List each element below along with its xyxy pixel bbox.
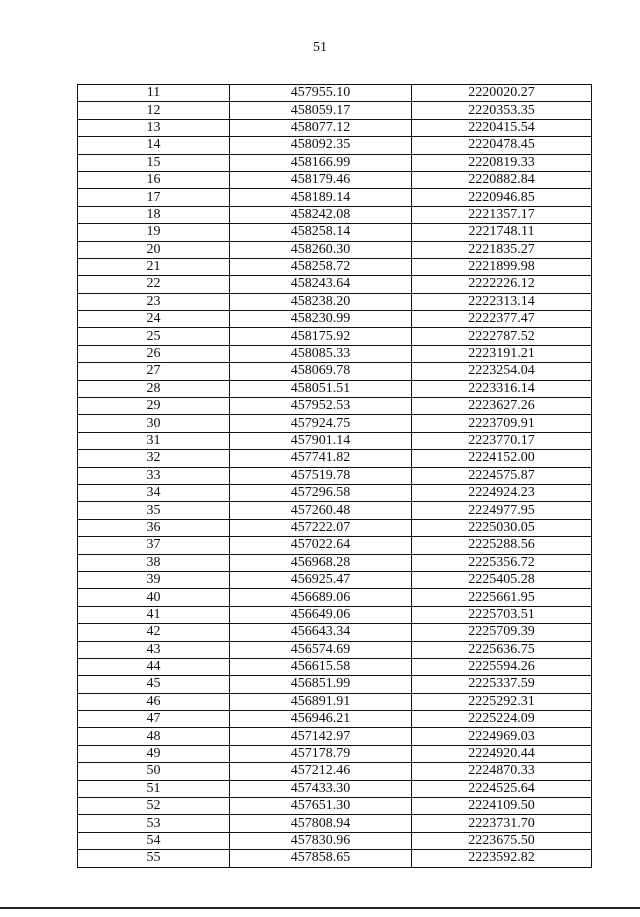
y-coordinate-cell: 2224977.95	[412, 502, 592, 519]
point-number-cell: 27	[78, 363, 230, 380]
table-row	[78, 328, 592, 345]
point-number-cell: 33	[78, 467, 230, 484]
x-coordinate-cell: 456689.06	[230, 589, 412, 606]
x-coordinate-cell: 458260.30	[230, 241, 412, 258]
table-row	[78, 815, 592, 832]
table-row	[78, 658, 592, 675]
x-coordinate-cell: 458166.99	[230, 154, 412, 171]
coordinates-table	[77, 84, 592, 868]
table-row	[78, 258, 592, 275]
point-number-cell: 48	[78, 728, 230, 745]
y-coordinate-cell: 2224870.33	[412, 763, 592, 780]
point-number-cell: 19	[78, 224, 230, 241]
x-coordinate-cell: 456925.47	[230, 571, 412, 588]
table-row	[78, 293, 592, 310]
x-coordinate-cell: 458189.14	[230, 189, 412, 206]
y-coordinate-cell: 2220819.33	[412, 154, 592, 171]
table-row	[78, 432, 592, 449]
point-number-cell: 52	[78, 798, 230, 815]
table-row	[78, 519, 592, 536]
y-coordinate-cell: 2225594.26	[412, 658, 592, 675]
table-row	[78, 641, 592, 658]
x-coordinate-cell: 456643.34	[230, 624, 412, 641]
point-number-cell: 43	[78, 641, 230, 658]
table-row	[78, 571, 592, 588]
y-coordinate-cell: 2220415.54	[412, 119, 592, 136]
x-coordinate-cell: 456891.91	[230, 693, 412, 710]
y-coordinate-cell: 2222226.12	[412, 276, 592, 293]
y-coordinate-cell: 2225709.39	[412, 624, 592, 641]
point-number-cell: 26	[78, 345, 230, 362]
x-coordinate-cell: 457260.48	[230, 502, 412, 519]
y-coordinate-cell: 2224525.64	[412, 780, 592, 797]
point-number-cell: 11	[78, 85, 230, 102]
x-coordinate-cell: 458077.12	[230, 119, 412, 136]
point-number-cell: 25	[78, 328, 230, 345]
point-number-cell: 21	[78, 258, 230, 275]
table-row	[78, 537, 592, 554]
point-number-cell: 35	[78, 502, 230, 519]
x-coordinate-cell: 457212.46	[230, 763, 412, 780]
point-number-cell: 41	[78, 606, 230, 623]
x-coordinate-cell: 458179.46	[230, 171, 412, 188]
x-coordinate-cell: 458258.72	[230, 258, 412, 275]
x-coordinate-cell: 458238.20	[230, 293, 412, 310]
table-row	[78, 415, 592, 432]
table-row	[78, 850, 592, 867]
x-coordinate-cell: 457901.14	[230, 432, 412, 449]
x-coordinate-cell: 458051.51	[230, 380, 412, 397]
y-coordinate-cell: 2224109.50	[412, 798, 592, 815]
y-coordinate-cell: 2220020.27	[412, 85, 592, 102]
x-coordinate-cell: 457022.64	[230, 537, 412, 554]
y-coordinate-cell: 2221899.98	[412, 258, 592, 275]
x-coordinate-cell: 458258.14	[230, 224, 412, 241]
x-coordinate-cell: 457222.07	[230, 519, 412, 536]
page-number: 51	[313, 40, 327, 55]
point-number-cell: 46	[78, 693, 230, 710]
x-coordinate-cell: 457178.79	[230, 745, 412, 762]
table-row	[78, 693, 592, 710]
table-row	[78, 589, 592, 606]
coordinates-table-body	[78, 85, 592, 868]
y-coordinate-cell: 2223592.82	[412, 850, 592, 867]
y-coordinate-cell: 2221748.11	[412, 224, 592, 241]
y-coordinate-cell: 2223254.04	[412, 363, 592, 380]
point-number-cell: 31	[78, 432, 230, 449]
point-number-cell: 22	[78, 276, 230, 293]
table-row	[78, 484, 592, 501]
table-row	[78, 189, 592, 206]
table-row	[78, 711, 592, 728]
table-row	[78, 450, 592, 467]
point-number-cell: 17	[78, 189, 230, 206]
x-coordinate-cell: 457924.75	[230, 415, 412, 432]
point-number-cell: 50	[78, 763, 230, 780]
y-coordinate-cell: 2220478.45	[412, 137, 592, 154]
y-coordinate-cell: 2222313.14	[412, 293, 592, 310]
point-number-cell: 49	[78, 745, 230, 762]
y-coordinate-cell: 2225661.95	[412, 589, 592, 606]
x-coordinate-cell: 457142.97	[230, 728, 412, 745]
table-row	[78, 311, 592, 328]
x-coordinate-cell: 457519.78	[230, 467, 412, 484]
x-coordinate-cell: 457741.82	[230, 450, 412, 467]
table-row	[78, 137, 592, 154]
table-row	[78, 276, 592, 293]
x-coordinate-cell: 456968.28	[230, 554, 412, 571]
x-coordinate-cell: 457952.53	[230, 398, 412, 415]
y-coordinate-cell: 2224152.00	[412, 450, 592, 467]
y-coordinate-cell: 2224920.44	[412, 745, 592, 762]
table-row	[78, 798, 592, 815]
point-number-cell: 29	[78, 398, 230, 415]
point-number-cell: 37	[78, 537, 230, 554]
table-row	[78, 206, 592, 223]
x-coordinate-cell: 458092.35	[230, 137, 412, 154]
point-number-cell: 23	[78, 293, 230, 310]
table-row	[78, 102, 592, 119]
table-row	[78, 363, 592, 380]
y-coordinate-cell: 2224924.23	[412, 484, 592, 501]
point-number-cell: 34	[78, 484, 230, 501]
x-coordinate-cell: 457651.30	[230, 798, 412, 815]
point-number-cell: 40	[78, 589, 230, 606]
y-coordinate-cell: 2223191.21	[412, 345, 592, 362]
x-coordinate-cell: 458059.17	[230, 102, 412, 119]
point-number-cell: 47	[78, 711, 230, 728]
point-number-cell: 20	[78, 241, 230, 258]
x-coordinate-cell: 456615.58	[230, 658, 412, 675]
y-coordinate-cell: 2220946.85	[412, 189, 592, 206]
table-row	[78, 380, 592, 397]
point-number-cell: 28	[78, 380, 230, 397]
x-coordinate-cell: 456574.69	[230, 641, 412, 658]
table-row	[78, 606, 592, 623]
y-coordinate-cell: 2223675.50	[412, 832, 592, 849]
x-coordinate-cell: 457830.96	[230, 832, 412, 849]
x-coordinate-cell: 456946.21	[230, 711, 412, 728]
y-coordinate-cell: 2225224.09	[412, 711, 592, 728]
x-coordinate-cell: 457955.10	[230, 85, 412, 102]
point-number-cell: 14	[78, 137, 230, 154]
x-coordinate-cell: 458243.64	[230, 276, 412, 293]
y-coordinate-cell: 2223770.17	[412, 432, 592, 449]
x-coordinate-cell: 456851.99	[230, 676, 412, 693]
table-row	[78, 554, 592, 571]
point-number-cell: 45	[78, 676, 230, 693]
point-number-cell: 54	[78, 832, 230, 849]
x-coordinate-cell: 458069.78	[230, 363, 412, 380]
table-row	[78, 171, 592, 188]
y-coordinate-cell: 2220882.84	[412, 171, 592, 188]
table-row	[78, 763, 592, 780]
x-coordinate-cell: 458085.33	[230, 345, 412, 362]
point-number-cell: 12	[78, 102, 230, 119]
y-coordinate-cell: 2225292.31	[412, 693, 592, 710]
table-row	[78, 728, 592, 745]
table-row	[78, 241, 592, 258]
x-coordinate-cell: 457858.65	[230, 850, 412, 867]
table-row	[78, 154, 592, 171]
point-number-cell: 44	[78, 658, 230, 675]
table-row	[78, 224, 592, 241]
table-row	[78, 676, 592, 693]
bottom-rule	[0, 907, 640, 909]
table-row	[78, 624, 592, 641]
y-coordinate-cell: 2223316.14	[412, 380, 592, 397]
x-coordinate-cell: 458175.92	[230, 328, 412, 345]
y-coordinate-cell: 2222377.47	[412, 311, 592, 328]
y-coordinate-cell: 2225030.05	[412, 519, 592, 536]
point-number-cell: 51	[78, 780, 230, 797]
table-row	[78, 467, 592, 484]
y-coordinate-cell: 2225356.72	[412, 554, 592, 571]
y-coordinate-cell: 2224575.87	[412, 467, 592, 484]
table-row	[78, 398, 592, 415]
x-coordinate-cell: 457433.30	[230, 780, 412, 797]
point-number-cell: 55	[78, 850, 230, 867]
y-coordinate-cell: 2221357.17	[412, 206, 592, 223]
point-number-cell: 38	[78, 554, 230, 571]
y-coordinate-cell: 2220353.35	[412, 102, 592, 119]
table-row	[78, 832, 592, 849]
x-coordinate-cell: 456649.06	[230, 606, 412, 623]
x-coordinate-cell: 457296.58	[230, 484, 412, 501]
table-row	[78, 345, 592, 362]
point-number-cell: 15	[78, 154, 230, 171]
y-coordinate-cell: 2225337.59	[412, 676, 592, 693]
y-coordinate-cell: 2225636.75	[412, 641, 592, 658]
table-row	[78, 85, 592, 102]
point-number-cell: 39	[78, 571, 230, 588]
point-number-cell: 36	[78, 519, 230, 536]
point-number-cell: 13	[78, 119, 230, 136]
point-number-cell: 30	[78, 415, 230, 432]
point-number-cell: 53	[78, 815, 230, 832]
table-row	[78, 502, 592, 519]
point-number-cell: 16	[78, 171, 230, 188]
point-number-cell: 18	[78, 206, 230, 223]
x-coordinate-cell: 458230.99	[230, 311, 412, 328]
y-coordinate-cell: 2225405.28	[412, 571, 592, 588]
y-coordinate-cell: 2222787.52	[412, 328, 592, 345]
y-coordinate-cell: 2223627.26	[412, 398, 592, 415]
y-coordinate-cell: 2225703.51	[412, 606, 592, 623]
point-number-cell: 42	[78, 624, 230, 641]
table-row	[78, 745, 592, 762]
y-coordinate-cell: 2223731.70	[412, 815, 592, 832]
point-number-cell: 24	[78, 311, 230, 328]
table-row	[78, 780, 592, 797]
y-coordinate-cell: 2224969.03	[412, 728, 592, 745]
x-coordinate-cell: 458242.08	[230, 206, 412, 223]
point-number-cell: 32	[78, 450, 230, 467]
table-row	[78, 119, 592, 136]
y-coordinate-cell: 2225288.56	[412, 537, 592, 554]
x-coordinate-cell: 457808.94	[230, 815, 412, 832]
y-coordinate-cell: 2223709.91	[412, 415, 592, 432]
y-coordinate-cell: 2221835.27	[412, 241, 592, 258]
